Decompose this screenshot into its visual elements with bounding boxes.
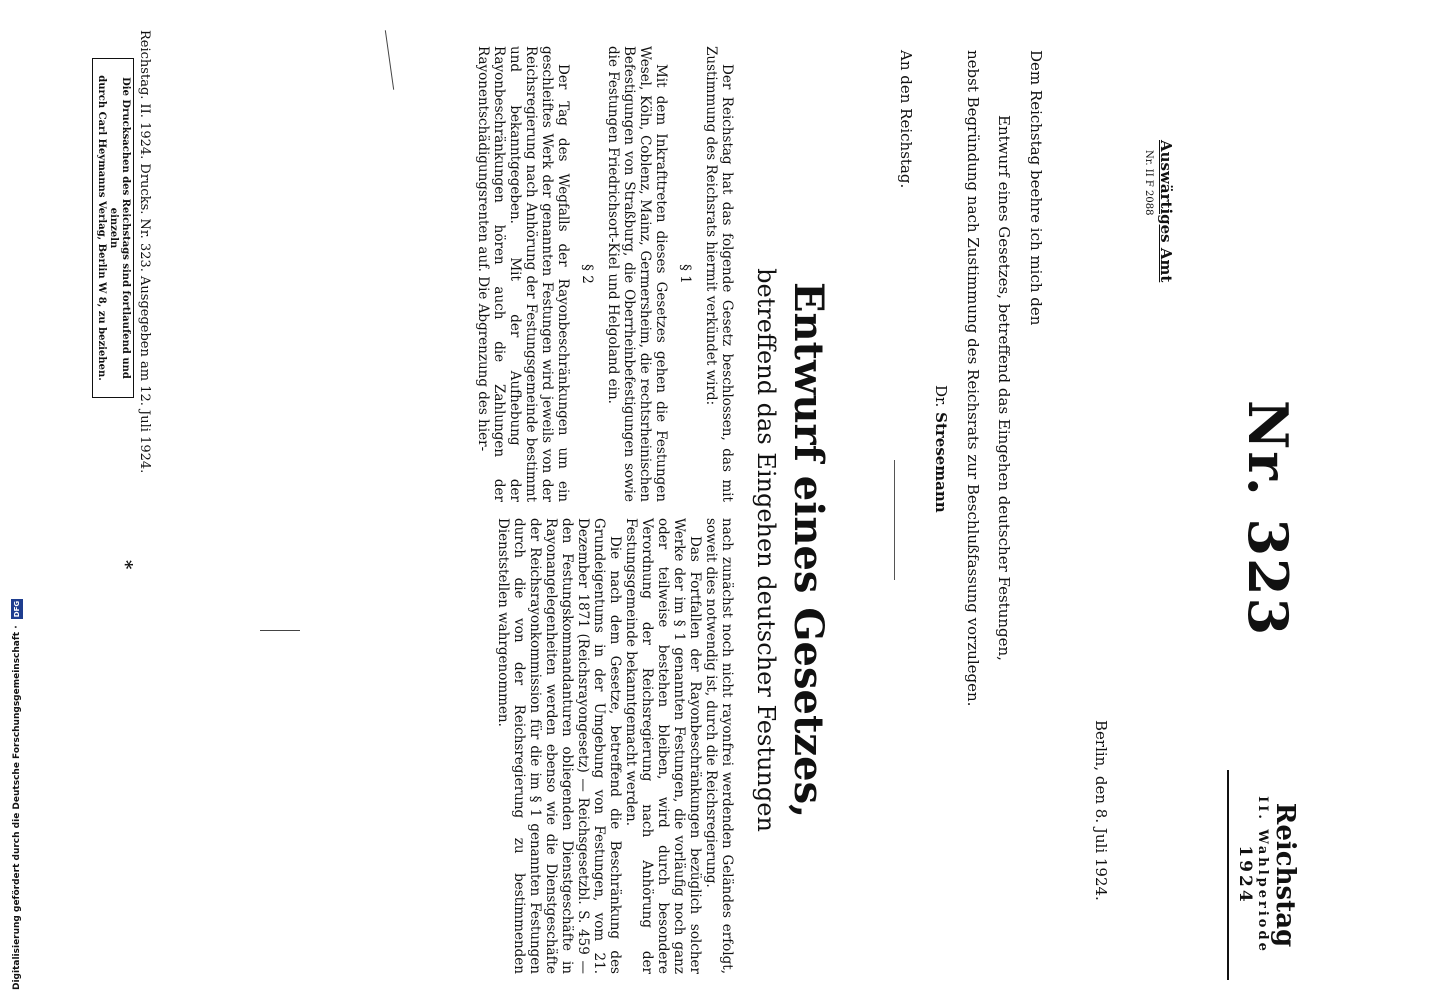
scan-artifact-mark: [260, 630, 300, 631]
section-2-paragraph-3: Die nach dem Gesetze, betreffend die Beschränkung des Grundeigentums in der Umgebung von Festungen, vom 21. Dezember 1871 (Reichsrayongesetz) — Reichsgesetzbl. S. 459 — den Festungskommandanturen obliegenden Dienstgeschäfte in Rayonangelegenheiten werden ebenso wie die Dienstgeschäfte der Reichsrayonkommission für die im § 1 genannten Festungen durch die von der Reichsregierung zu bestimmenden Dienststellen wahrgenommen.: [495, 518, 623, 974]
section-1-text: Mit dem Inkrafttreten dieses Gesetzes gehen die Festungen Wesel, Köln, Coblenz, Mainz, Germersheim, die rechtsrheinischen Befestigungen von Straßburg, die Oberrheinbefestigungen sowie die Festungen Friedrichsort-Kiel und Helgoland ein.: [605, 46, 669, 502]
reichstag-title: Reichstag: [1270, 802, 1300, 948]
reference-number: Nr. II F 2088: [1143, 150, 1154, 216]
dfg-logo: DFG: [13, 600, 21, 618]
letter-bill-line-1: Entwurf eines Gesetzes, betreffend das Eingehen deutscher Festungen,: [995, 115, 1013, 661]
section-2-continuation: nach zunächst noch nicht rayonfrei werdenden Geländes erfolgt, soweit dies notwendig ist, durch die Reichsregierung.: [703, 518, 735, 974]
reichstag-header: [1227, 770, 1300, 980]
letter-salutation: Dem Reichstag beehre ich mich den: [1027, 50, 1045, 326]
signature-prefix: Dr.: [932, 385, 950, 408]
letter-addressee: An den Reichstag.: [897, 50, 915, 189]
section-2-text: Der Tag des Wegfalls der Rayonbeschränkungen um ein geschleiftes Werk der genannten Festungen wird jeweils von der Reichsregierung nach Anhörung der Festungsgemeinde bestimmt und bekanntgegeben. Mit der Aufhebung der Rayonbeschränkungen hören auch die Zahlungen der Rayonentschädigungsrenten auf. Die Abgrenzung des hier-: [475, 46, 571, 502]
publisher-notice-line-2: durch Carl Heymanns Verlag, Berlin W 8, zu beziehen.: [96, 75, 107, 381]
separator-rule: [894, 460, 895, 580]
letter-signature: [932, 385, 950, 513]
footer-asterisk: *: [115, 560, 136, 570]
publisher-notice-box: [92, 58, 134, 398]
place-and-date: Berlin, den 8. Juli 1924.: [1092, 720, 1110, 901]
bill-subtitle: betreffend das Eingehen deutscher Festungen: [752, 268, 780, 832]
bill-right-column: [495, 518, 735, 974]
signature-name: Stresemann: [932, 412, 950, 513]
section-2-paragraph-2: Das Fortfallen der Rayonbeschränkungen bezüglich solcher Werke der im § 1 genannten Festungen, die vorläufig noch ganz oder teilweise bestehen bleiben, wird durch besondere Verordnung der Reichsregierung nach Anhörung der Festungsgemeinde bekanntgemacht werden.: [623, 518, 703, 974]
document-page: [96, 30, 1300, 980]
letter-bill-line-2: nebst Begründung nach Zustimmung des Reichsrats zur Beschlußfassung vorzulegen.: [964, 50, 982, 707]
section-1-title: § 1: [677, 264, 693, 284]
bill-left-column: [475, 46, 735, 502]
wahlperiode-label: II. Wahlperiode: [1255, 796, 1270, 954]
digitization-sidebar: [0, 0, 22, 1000]
digitization-note: Digitalisierung gefördert durch die Deutsche Forschungsgemeinschaft · DFG: [12, 600, 22, 990]
publisher-notice-line-1: Die Drucksachen des Reichstags sind fortlaufend und einzeln: [108, 77, 131, 379]
section-2-title: § 2: [579, 264, 595, 284]
document-number: Nr. 323: [1236, 400, 1300, 638]
bill-title: Entwurf eines Gesetzes,: [785, 281, 832, 819]
office-name: Auswärtiges Amt: [1157, 140, 1175, 283]
bill-intro: Der Reichstag hat das folgende Gesetz beschlossen, das mit Zustimmung des Reichsrats hiermit verkündet wird:: [703, 46, 735, 502]
print-footer-line: Reichstag. II. 1924. Drucks. Nr. 323. Ausgegeben am 12. Juli 1924.: [137, 30, 152, 474]
digitization-note-text: Digitalisierung gefördert durch die Deutsche Forschungsgemeinschaft: [12, 631, 22, 990]
session-year: 1924: [1235, 845, 1255, 905]
scan-artifact-line: [385, 30, 394, 90]
